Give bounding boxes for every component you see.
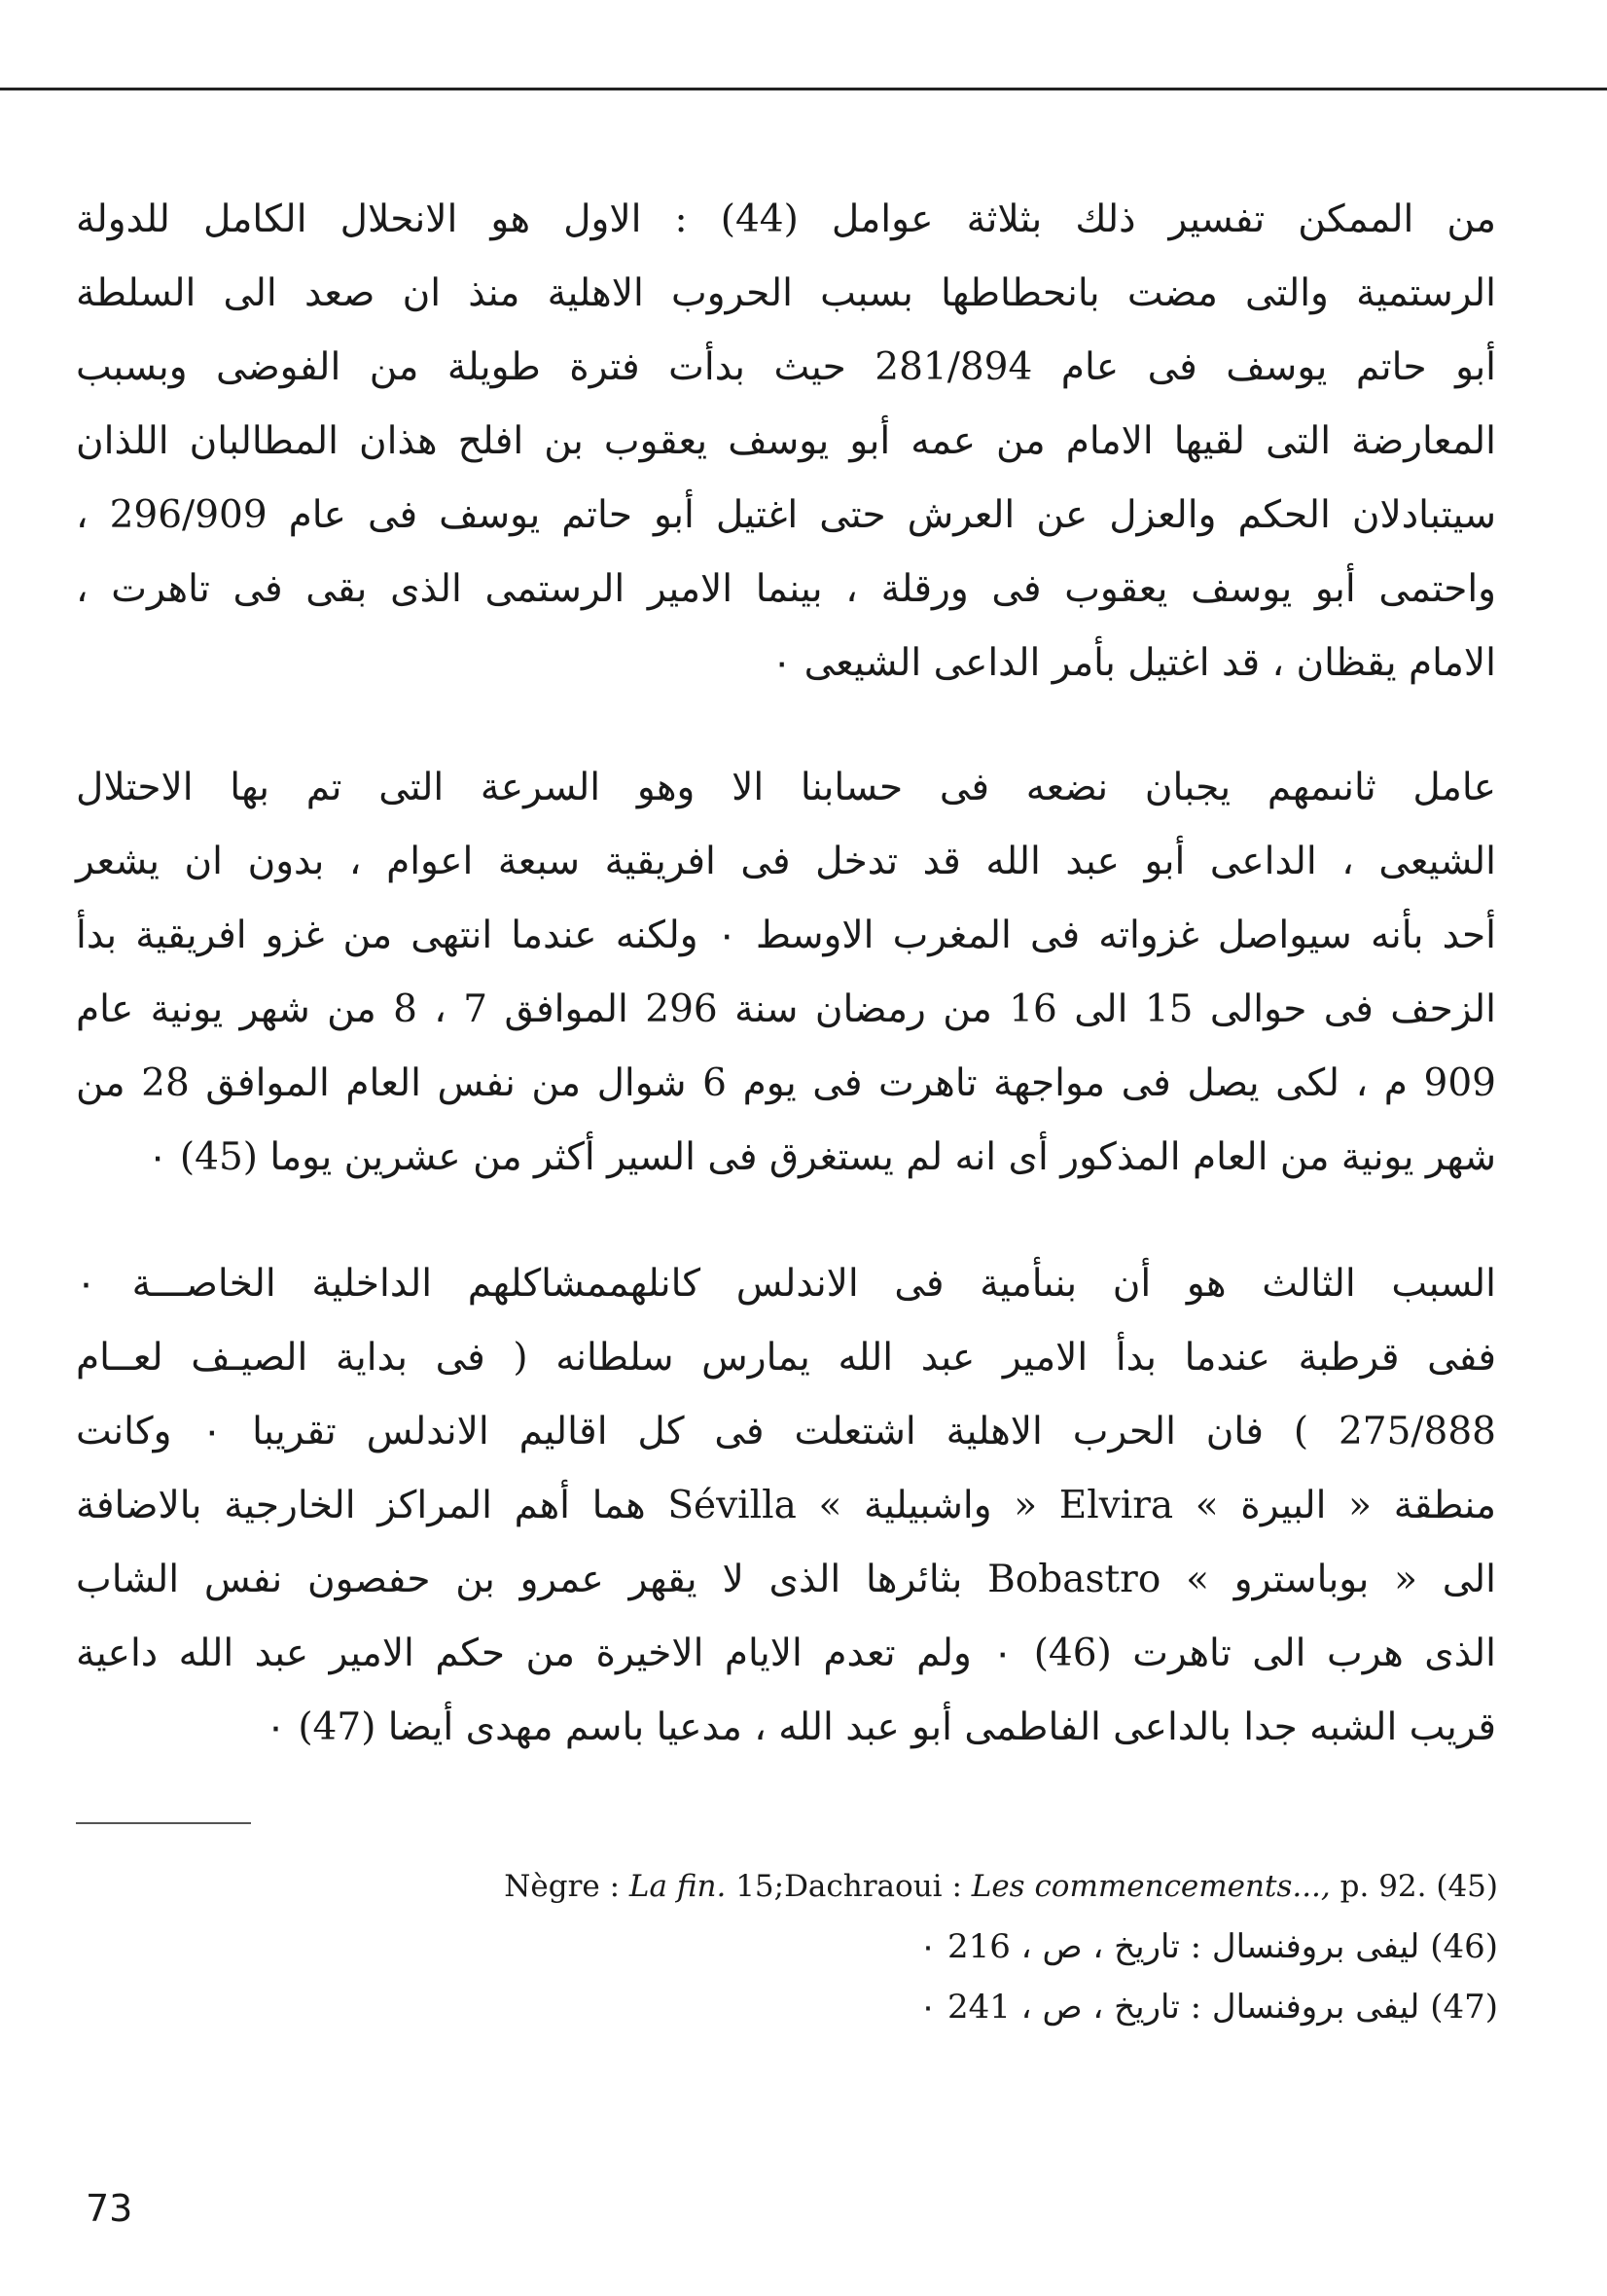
footnote-45-author: Nègre : (504, 1869, 621, 1904)
text-line: سيتبادلان الحكم والعزل عن العرش حتى اغتيل أبو حاتم يوسف فى عام 296/909 ، (76, 493, 1496, 537)
text-line: الزحف فى حوالى 15 الى 16 من رمضان سنة 296 الموافق 7 ، 8 من شهر يونية عام (76, 987, 1496, 1031)
footnote-45-number: (45) (1436, 1869, 1498, 1904)
text-line: شهر يونية من العام المذكور أى انه لم يستغرق فى السير أكثر من عشرين يوما (45) ٠ (147, 1135, 1496, 1179)
top-rule (0, 88, 1607, 90)
text-line: 909 م ، لكى يصل فى مواجهة تاهرت فى يوم 6 شوال من نفس العام الموافق 28 من (76, 1061, 1496, 1105)
paragraph-2 (76, 751, 1496, 1195)
text-line: الرستمية والتى مضت بانحطاطها بسبب الحروب الاهلية منذ ان صعد الى السلطة (76, 271, 1496, 315)
text-line: ففى قرطبة عندما بدأ الامير عبد الله يمارس سلطانه ( فى بداية الصيـف لعــام (76, 1336, 1496, 1380)
footnote-47: (47) ليفى بروفنسال : تاريخ ، ص ، 241 ٠ (918, 1988, 1498, 2027)
text-line: الذى هرب الى تاهرت (46) ٠ ولم تعدم الايام الاخيرة من حكم الامير عبد الله داعية (76, 1632, 1496, 1675)
footnote-45-title-2: Les commencements..., (971, 1869, 1331, 1904)
text-line: الشيعى ، الداعى أبو عبد الله قد تدخل فى افريقية سبعة اعوام ، بدون ان يشعر (76, 840, 1496, 883)
paragraph-1 (76, 183, 1496, 700)
text-line: عامل ثانىمهم يجبان نضعه فى حسابنا الا وهو السرعة التى تم بها الاحتلال (76, 766, 1496, 809)
text-line: أبو حاتم يوسف فى عام 281/894 حيث بدأت فترة طويلة من الفوضى وبسبب (76, 345, 1497, 389)
paragraph-3 (76, 1247, 1496, 1765)
footnotes (457, 1856, 1498, 2037)
text-line: المعارضة التى لقيها الامام من عمه أبو يوسف يعقوب بن افلح هذان المطالبان اللذان (76, 419, 1496, 463)
text-line: واحتمى أبو يوسف يعقوب فى ورقلة ، بينما الامير الرستمى الذى بقى فى تاهرت ، (76, 567, 1496, 611)
text-line: الى « بوباسترو » Bobastro بثائرها الذى لا يقهر عمرو بن حفصون نفس الشاب (76, 1558, 1496, 1601)
footnote-45-ref-1: 15;Dachraoui : (735, 1869, 962, 1904)
text-line: قريب الشبه جدا بالداعى الفاطمى أبو عبد الله ، مدعيا باسم مهدى أيضا (47) ٠ (265, 1705, 1496, 1749)
text-line: الامام يقظان ، قد اغتيل بأمر الداعى الشيعى ٠ (771, 641, 1496, 685)
text-line: منطقة « البيرة » Elvira « واشبيلية » Sévilla هما أهم المراكز الخارجية بالاضافة (76, 1484, 1496, 1527)
footnote-45-ref-2: p. 92. (1339, 1869, 1427, 1904)
text-line: 275/888 ) فان الحرب الاهلية اشتعلت فى كل اقاليم الاندلس تقريبا ٠ وكانت (76, 1410, 1496, 1453)
text-line: السبب الثالث هو أن بنىأمية فى الاندلس كانلهممشاكلهم الداخلية الخاصـــة ٠ (76, 1262, 1496, 1306)
footnote-45 (457, 1856, 1498, 1917)
text-line: من الممكن تفسير ذلك بثلاثة عوامل (44) : الاول هو الانحلال الكامل للدولة (76, 197, 1496, 241)
page-number: 73 (86, 2187, 133, 2230)
text-line: أحد بأنه سيواصل غزواته فى المغرب الاوسط ٠ ولكنه عندما انتهى من غزو افريقية بدأ (76, 914, 1496, 957)
footnote-46: (46) ليفى بروفنسال : تاريخ ، ص ، 216 ٠ (918, 1927, 1498, 1966)
footnote-45-title-1: La fin. (628, 1869, 727, 1904)
footnote-separator (76, 1822, 251, 1824)
